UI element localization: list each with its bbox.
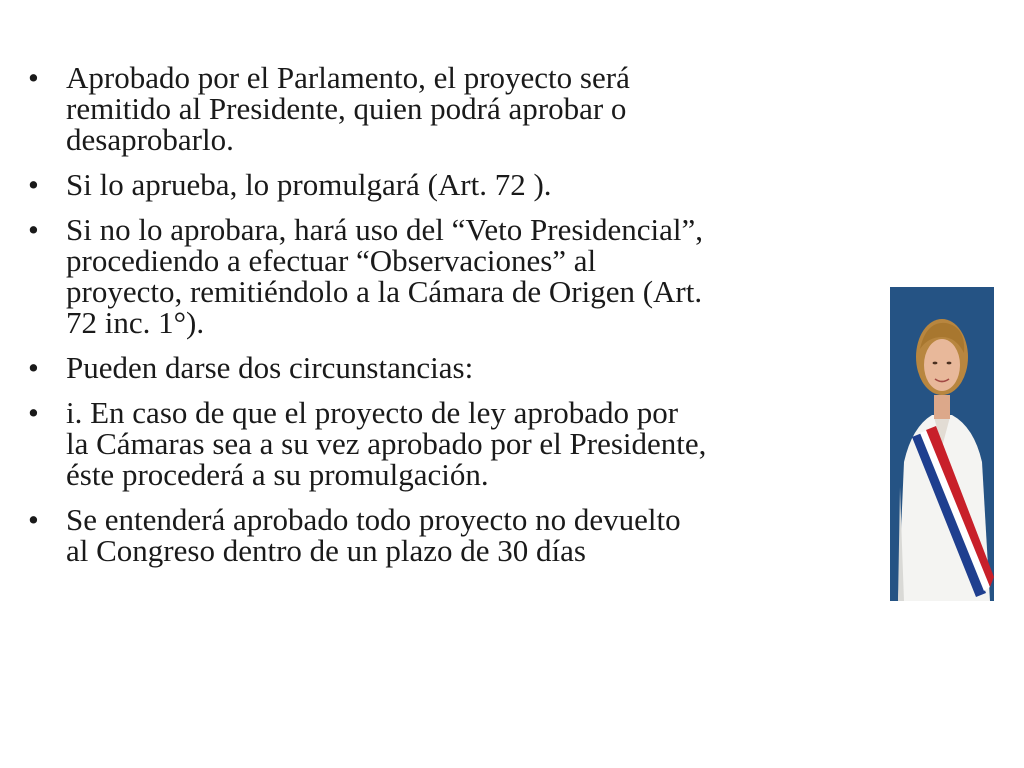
bullet-item: [24, 169, 874, 200]
bullet-text: Aprobado por el Parlamento, el proyecto será remitido al Presidente, quien podrá aprobar o desaprobarlo.: [66, 60, 630, 157]
bullet-text: Si no lo aprobara, hará uso del “Veto Presidencial”, procediendo a efectuar “Observaciones” al proyecto, remitiéndolo a la Cámara de Origen (Art. 72 inc. 1°).: [66, 212, 704, 340]
bullet-marker: •: [28, 60, 39, 95]
bullet-text: i. En caso de que el proyecto de ley aprobado por la Cámaras sea a su vez aprobado por el Presidente, éste procederá a su promulgación.: [66, 395, 707, 492]
bullet-item: [24, 62, 874, 155]
bullet-marker: •: [28, 350, 39, 385]
face: [924, 339, 960, 391]
bullet-marker: •: [28, 167, 39, 202]
neck: [934, 395, 950, 419]
president-portrait-image: [890, 287, 994, 601]
bullet-item: [24, 397, 874, 490]
bullet-marker: •: [28, 395, 39, 430]
bullet-list: [24, 62, 874, 580]
bullet-item: [24, 214, 874, 338]
bullet-text: Pueden darse dos circunstancias:: [66, 350, 474, 385]
bullet-marker: •: [28, 502, 39, 537]
bullet-item: [24, 504, 874, 566]
bullet-text: Se entenderá aprobado todo proyecto no devuelto al Congreso dentro de un plazo de 30 días: [66, 502, 681, 568]
bullet-marker: •: [28, 212, 39, 247]
bullet-item: [24, 352, 874, 383]
portrait-illustration: [890, 287, 994, 601]
bullet-text: Si lo aprueba, lo promulgará (Art. 72 ).: [66, 167, 552, 202]
